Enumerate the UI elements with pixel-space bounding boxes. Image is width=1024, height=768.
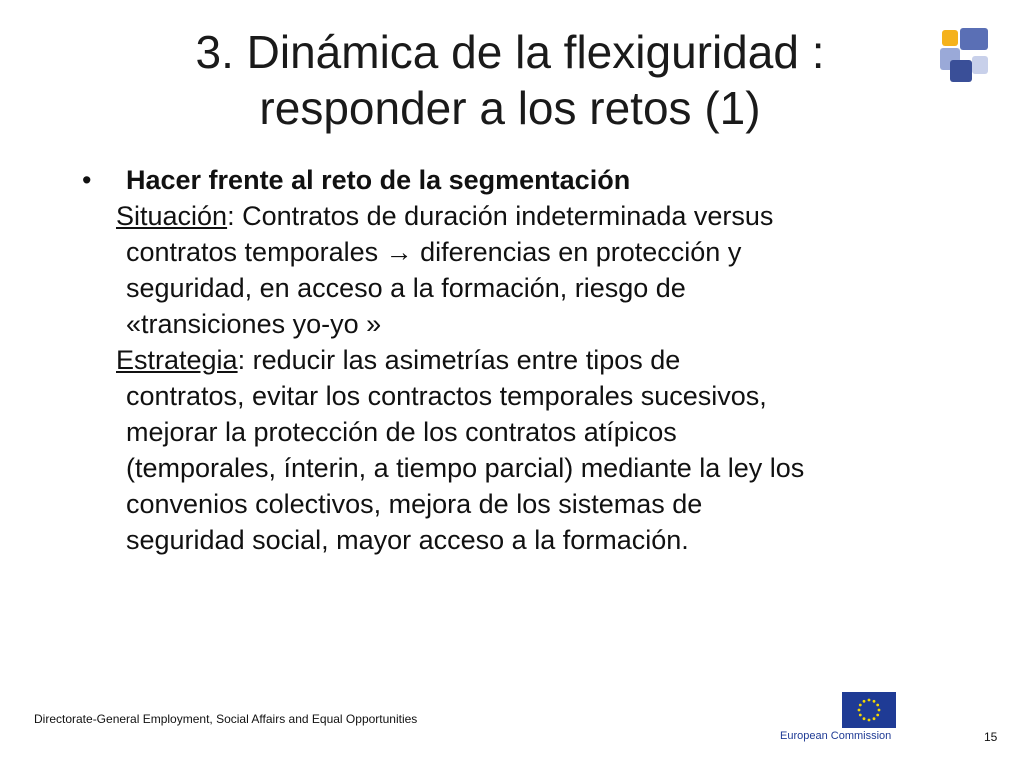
slide-body xyxy=(82,162,1012,558)
estrategia-line-3: mejorar la protección de los contratos atípicos xyxy=(126,417,677,447)
bullet-heading xyxy=(82,162,1012,198)
estrategia-label: Estrategia xyxy=(116,345,238,375)
estrategia-line-4: (temporales, ínterin, a tiempo parcial) mediante la ley los xyxy=(126,453,805,483)
dg-employment-logo-icon xyxy=(936,24,992,82)
situacion-label: Situación xyxy=(116,201,228,231)
situacion-paragraph xyxy=(116,198,1012,342)
situacion-line-2-after: diferencias en protección y xyxy=(412,237,742,267)
arrow-right-icon: → xyxy=(385,237,413,267)
bullet-icon: • xyxy=(82,165,92,195)
estrategia-paragraph xyxy=(116,342,1012,558)
estrategia-line-1: : reducir las asimetrías entre tipos de xyxy=(237,345,681,375)
estrategia-line-2: contratos, evitar los contractos temporales sucesivos, xyxy=(126,381,767,411)
footer-dg-name: Directorate-General Employment, Social Affairs and Equal Opportunities xyxy=(34,712,418,726)
estrategia-line-5: convenios colectivos, mejora de los sistemas de xyxy=(126,489,703,519)
situacion-line-1: : Contratos de duración indeterminada versus xyxy=(227,201,774,231)
title-line-1: 3. Dinámica de la flexiguridad : xyxy=(195,26,825,78)
title-line-2: responder a los retos (1) xyxy=(259,82,761,134)
footer-european-commission: European Commission xyxy=(780,730,892,742)
situacion-line-4: «transiciones yo-yo » xyxy=(126,309,382,339)
estrategia-line-6: seguridad social, mayor acceso a la formación. xyxy=(126,525,689,555)
page-number: 15 xyxy=(984,730,998,744)
bullet-heading-text: Hacer frente al reto de la segmentación xyxy=(126,165,631,195)
situacion-line-2: contratos temporales xyxy=(126,237,379,267)
slide-title xyxy=(60,24,960,136)
situacion-line-3: seguridad, en acceso a la formación, riesgo de xyxy=(126,273,686,303)
eu-flag-icon xyxy=(842,692,896,728)
